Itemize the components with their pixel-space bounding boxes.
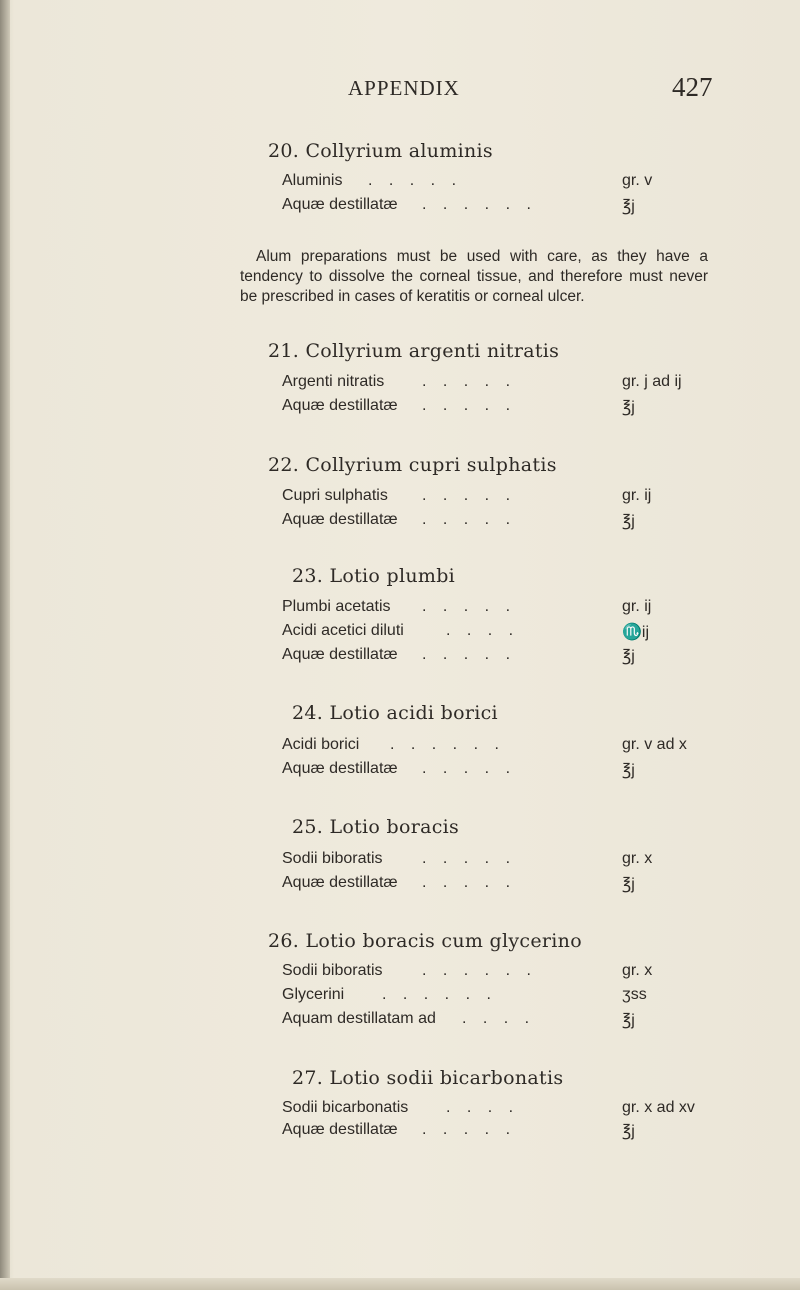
ingredient-quantity: gr. j ad ij: [622, 373, 682, 390]
ingredient-quantity: ʒss: [622, 986, 647, 1003]
leader-dots: . . . . . .: [390, 736, 505, 753]
ingredient-name: Plumbi acetatis: [282, 598, 391, 615]
ingredient-name: Glycerini: [282, 986, 345, 1003]
ingredient-quantity: gr. v ad x: [622, 736, 687, 753]
leader-dots: . . . .: [446, 1099, 520, 1116]
page-binding-edge: [0, 0, 10, 1290]
recipe-title: 26. Lotio boracis cum glycerino: [268, 930, 582, 952]
recipe-title: 27. Lotio sodii bicarbonatis: [292, 1067, 564, 1089]
ingredient-name: Aquæ destillatæ: [282, 511, 398, 528]
ingredient-quantity: gr. x ad xv: [622, 1099, 695, 1116]
ingredient-quantity: ℥j: [622, 762, 635, 779]
ingredient-quantity: ℥j: [622, 198, 635, 215]
leader-dots: . . . . .: [422, 760, 517, 777]
ingredient-quantity: gr. ij: [622, 487, 652, 504]
note-paragraph: Alum preparations must be used with care, as they have a tendency to dissolve the corneal tissue, and therefore must never be prescribed in cases of keratitis or corneal ulcer.: [240, 247, 708, 305]
ingredient-name: Argenti nitratis: [282, 373, 385, 390]
ingredient-name: Sodii biboratis: [282, 850, 383, 867]
ingredient-quantity: gr. ij: [622, 598, 652, 615]
ingredient-name: Aquæ destillatæ: [282, 874, 398, 891]
leader-dots: . . . . .: [422, 397, 517, 414]
ingredient-name: Cupri sulphatis: [282, 487, 388, 504]
leader-dots: . . . . .: [368, 172, 463, 189]
leader-dots: . . . . .: [422, 850, 517, 867]
ingredient-name: Aquæ destillatæ: [282, 397, 398, 414]
ingredient-name: Aquæ destillatæ: [282, 1121, 398, 1138]
ingredient-quantity: ℥j: [622, 399, 635, 416]
ingredient-quantity: gr. x: [622, 962, 653, 979]
recipe-title: 22. Collyrium cupri sulphatis: [268, 454, 557, 476]
ingredient-name: Acidi borici: [282, 736, 360, 753]
ingredient-quantity: ℥j: [622, 648, 635, 665]
leader-dots: . . . . .: [422, 487, 517, 504]
ingredient-quantity: ♏ij: [622, 624, 650, 641]
ingredient-name: Aluminis: [282, 172, 343, 189]
recipe-title: 25. Lotio boracis: [292, 816, 460, 838]
page-number: 427: [672, 72, 713, 102]
page-bottom-edge: [0, 1278, 800, 1290]
recipe-title: 21. Collyrium argenti nitratis: [268, 340, 560, 362]
recipe-title: 20. Collyrium aluminis: [268, 140, 493, 162]
recipe-title: 23. Lotio plumbi: [292, 565, 456, 587]
leader-dots: . . . . . .: [422, 962, 537, 979]
ingredient-name: Acidi acetici diluti: [282, 622, 404, 639]
recipe-title: 24. Lotio acidi borici: [292, 702, 498, 724]
ingredient-quantity: gr. x: [622, 850, 653, 867]
ingredient-name: Aquam destillatam ad: [282, 1010, 436, 1027]
ingredient-name: Aquæ destillatæ: [282, 760, 398, 777]
ingredient-quantity: ℥j: [622, 1123, 635, 1140]
ingredient-quantity: ℥j: [622, 876, 635, 893]
leader-dots: . . . . . .: [422, 196, 537, 213]
ingredient-name: Sodii biboratis: [282, 962, 383, 979]
ingredient-name: Aquæ destillatæ: [282, 196, 398, 213]
ingredient-quantity: gr. v: [622, 172, 653, 189]
ingredient-name: Aquæ destillatæ: [282, 646, 398, 663]
leader-dots: . . . . . .: [382, 986, 497, 1003]
leader-dots: . . . . .: [422, 646, 517, 663]
ingredient-quantity: ℥j: [622, 513, 635, 530]
leader-dots: . . . . .: [422, 874, 517, 891]
header-title: APPENDIX: [348, 76, 460, 100]
leader-dots: . . . . .: [422, 1121, 517, 1138]
leader-dots: . . . . .: [422, 373, 517, 390]
leader-dots: . . . .: [462, 1010, 536, 1027]
ingredient-name: Sodii bicarbonatis: [282, 1099, 409, 1116]
leader-dots: . . . . .: [422, 598, 517, 615]
ingredient-quantity: ℥j: [622, 1012, 635, 1029]
leader-dots: . . . . .: [422, 511, 517, 528]
running-header: [0, 72, 800, 106]
leader-dots: . . . .: [446, 622, 520, 639]
